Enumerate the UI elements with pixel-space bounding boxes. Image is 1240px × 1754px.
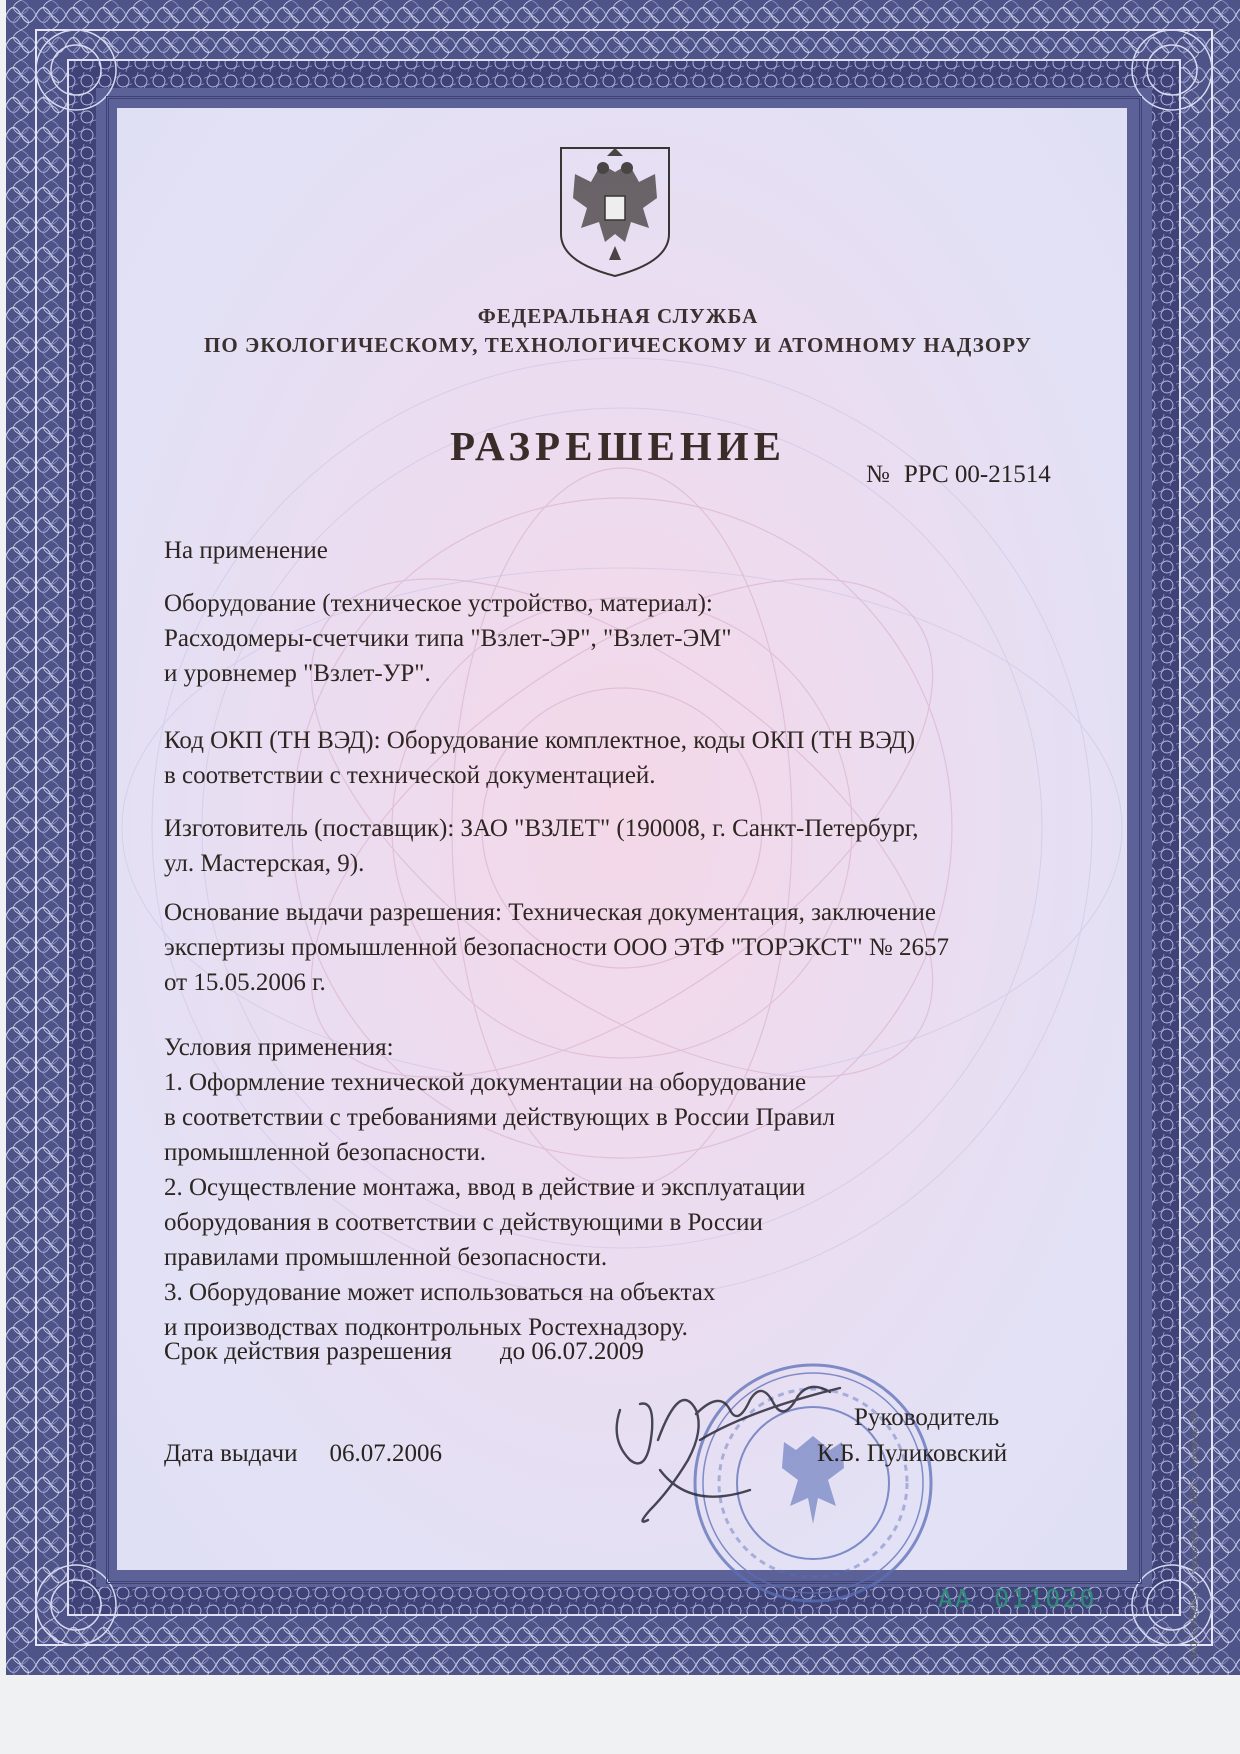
issue-date (164, 1440, 442, 1468)
text-line: в соответствии с технической документацией. (164, 762, 656, 789)
text-line: промышленной безопасности. (164, 1139, 486, 1166)
agency-name-line-1: ФЕДЕРАЛЬНАЯ СЛУЖБА (477, 304, 759, 328)
text-line: экспертизы промышленной безопасности ООО ЭТФ "ТОРЭКСТ" № 2657 (164, 934, 949, 961)
text-line: Оборудование (техническое устройство, материал): (164, 590, 713, 617)
text-line: правилами промышленной безопасности. (164, 1244, 608, 1271)
text-line: и уровнемер "Взлет-УР". (164, 660, 431, 687)
document-title: РАЗРЕШЕНИЕ (450, 423, 786, 469)
signatory-name: К.Б. Пуликовский (817, 1440, 1008, 1467)
text-line: в соответствии с требованиями действующих в России Правил (164, 1104, 835, 1131)
text-line: Код ОКП (ТН ВЭД): Оборудование комплектное, коды ОКП (ТН ВЭД) (164, 727, 916, 754)
section-okp-code (164, 723, 915, 793)
serial-number: 011020 (994, 1584, 1097, 1613)
section-basis (164, 895, 949, 1000)
serial-series: АА (938, 1584, 973, 1613)
printer-imprint: ЗАО «СИБИРО», г. Новосибирск, 2005 г., уровень «В» (1190, 1407, 1200, 1660)
validity-period (164, 1338, 644, 1366)
section-equipment (164, 586, 732, 691)
issue-date-value: 06.07.2006 (329, 1440, 442, 1467)
validity-label: Срок действия разрешения (164, 1338, 452, 1365)
signatory-role: Руководитель (854, 1404, 1000, 1431)
text-line: 1. Оформление технической документации на оборудование (164, 1069, 807, 1096)
text-line: от 15.05.2006 г. (164, 969, 326, 996)
text-line: Условия применения: (164, 1034, 394, 1061)
permit-number (866, 461, 1051, 489)
text-line: Основание выдачи разрешения: Техническая документация, заключение (164, 899, 936, 926)
permit-number-value: РРС 00-21514 (903, 461, 1051, 488)
text-line: ул. Мастерская, 9). (164, 850, 365, 877)
text-line: 3. Оборудование может использоваться на объектах (164, 1279, 716, 1306)
validity-value: до 06.07.2009 (499, 1338, 644, 1365)
text-line: оборудования в соответствии с действующими в России (164, 1209, 763, 1236)
text-line: и производствах подконтрольных Ростехнадзору. (164, 1314, 688, 1341)
text-line: Расходомеры-счетчики типа "Взлет-ЭР", "Взлет-ЭМ" (164, 625, 732, 652)
section-manufacturer (164, 811, 919, 881)
russian-coat-of-arms-icon (553, 142, 677, 280)
section-conditions (164, 1030, 835, 1345)
text-line: 2. Осуществление монтажа, ввод в действие и эксплуатации (164, 1174, 806, 1201)
number-sign: № (866, 461, 890, 488)
text-line: Изготовитель (поставщик): ЗАО "ВЗЛЕТ" (190008, г. Санкт-Петербург, (164, 815, 919, 842)
section-purpose (164, 533, 328, 568)
agency-name-line-2: ПО ЭКОЛОГИЧЕСКОМУ, ТЕХНОЛОГИЧЕСКОМУ И АТОМНОМУ НАДЗОРУ (204, 333, 1032, 357)
text-line: На применение (164, 537, 328, 564)
issue-date-label: Дата выдачи (164, 1440, 298, 1467)
blank-serial-number (938, 1584, 1096, 1613)
